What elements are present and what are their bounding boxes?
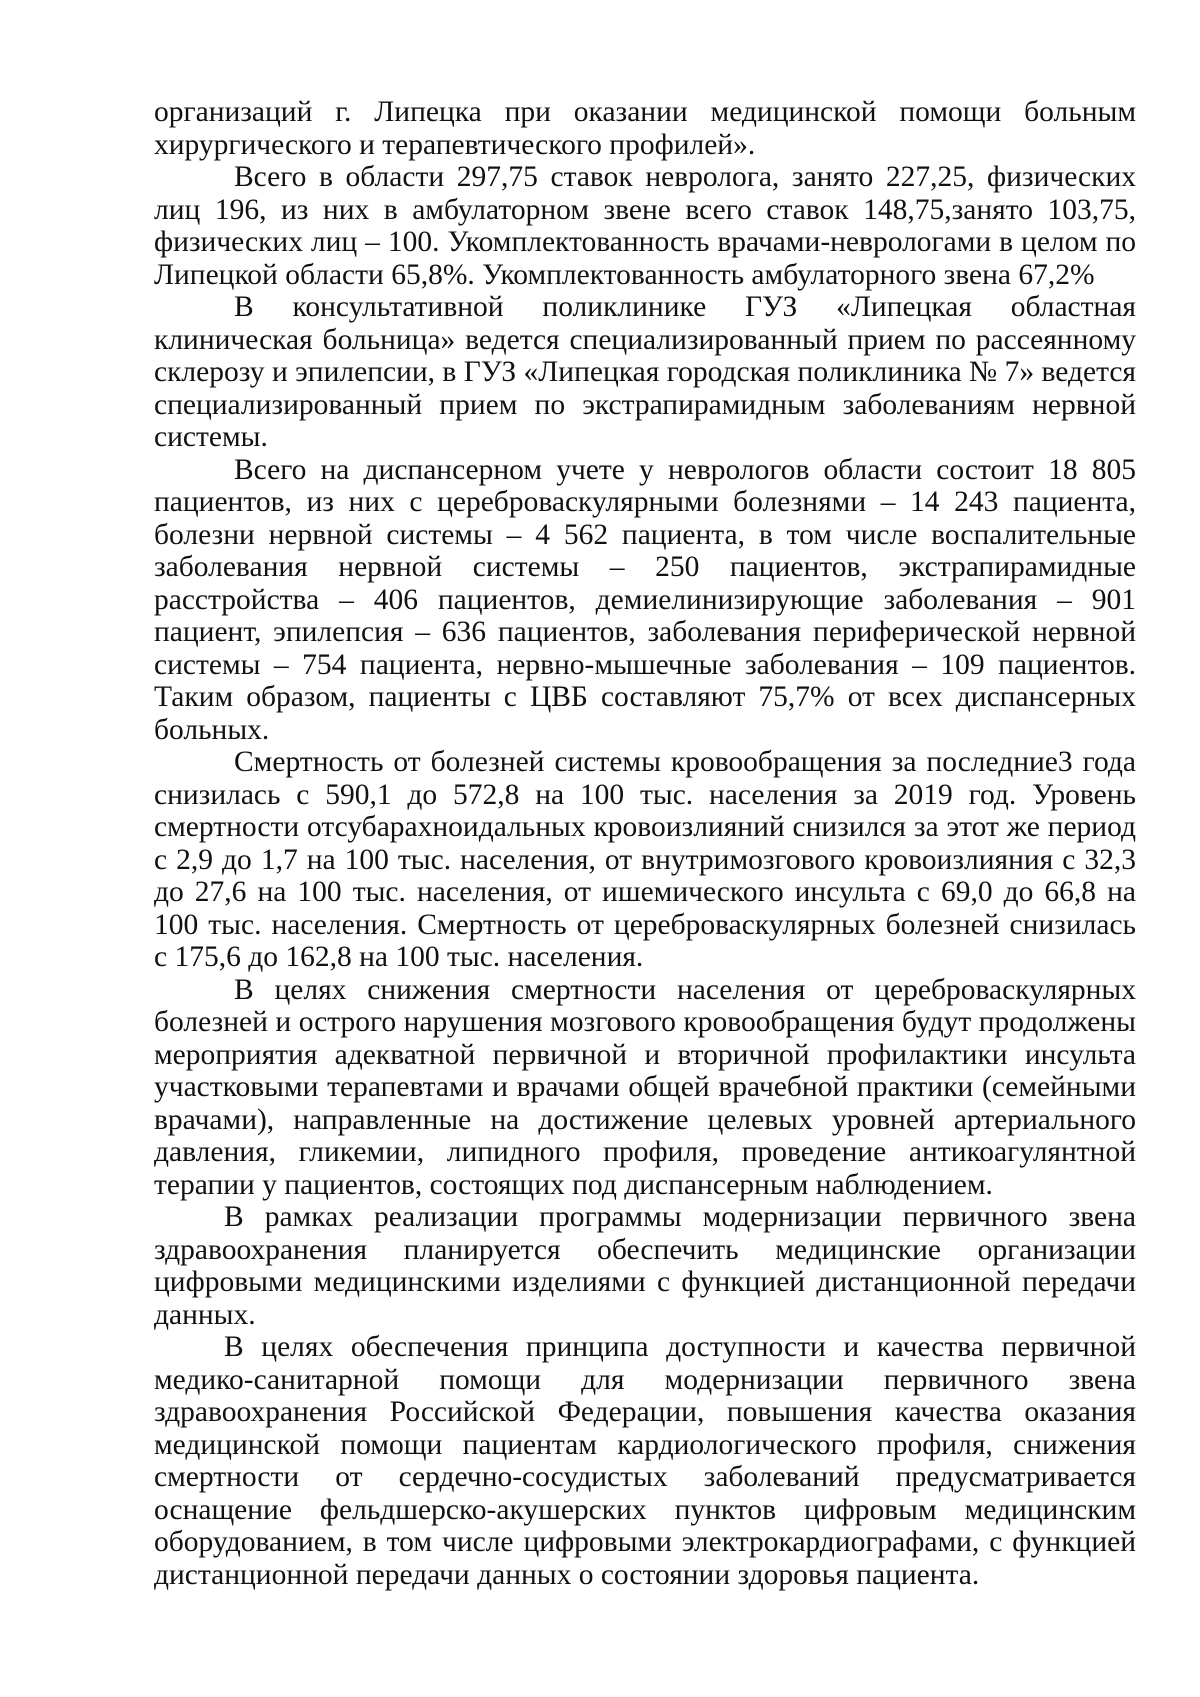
paragraph-mortality-statistics: Смертность от болезней системы кровообращения за последние3 года снизилась с 590,1 до 572,8 на 100 тыс. населения за 2019 год. Уровень смертности отсубарахноидальных кровоизлияний снизился за этот же период с 2,9 до 1,7 на 100 тыс. населения, от внутримозгового кровоизлияния с 32,3 до 27,6 на 100 тыс. населения, от ишемического инсульта с 69,0 до 66,8 на 100 тыс. населения. Смертность от цереброваскулярных болезней снизилась с 175,6 до 162,8 на 100 тыс. населения.: [154, 746, 1136, 973]
paragraph-continuation: организаций г. Липецка при оказании медицинской помощи больным хирургического и терапевтического профилей».: [154, 96, 1136, 161]
paragraph-mortality-reduction-measures: В целях снижения смертности населения от цереброваскулярных болезней и острого нарушения мозгового кровообращения будут продолжены мероприятия адекватной первичной и вторичной профилактики инсульта участковыми терапевтами и врачами общей врачебной практики (семейными врачами), направленные на достижение целевых уровней артериального давления, гликемии, липидного профиля, проведение антикоагулянтной терапии у пациентов, состоящих под диспансерным наблюдением.: [154, 973, 1136, 1201]
paragraph-fap-equipment: В целях обеспечения принципа доступности и качества первичной медико-санитарной помощи для модернизации первичного звена здравоохранения Российской Федерации, повышения качества оказания медицинской помощи пациентам кардиологического профиля, снижения смертности от сердечно-сосудистых заболеваний предусматривается оснащение фельдшерско-акушерских пунктов цифровым медицинским оборудованием, в том числе цифровыми электрокардиографами, с функцией дистанционной передачи данных о состоянии здоровья пациента.: [154, 1331, 1136, 1591]
paragraph-dispensary-registration: Всего на диспансерном учете у неврологов области состоит 18 805 пациентов, из них с цереброваскулярными болезнями – 14 243 пациента, болезни нервной системы – 4 562 пациента, в том числе воспалительные заболевания нервной системы – 250 пациентов, экстрапирамидные расстройства – 406 пациентов, демиелинизирующие заболевания – 901 пациент, эпилепсия – 636 пациентов, заболевания периферической нервной системы – 754 пациента, нервно-мышечные заболевания – 109 пациентов. Таким образом, пациенты с ЦВБ составляют 75,7% от всех диспансерных больных.: [154, 453, 1136, 746]
paragraph-specialized-reception: В консультативной поликлинике ГУЗ «Липецкая областная клиническая больница» ведется специализированный прием по рассеянному склерозу и эпилепсии, в ГУЗ «Липецкая городская поликлиника № 7» ведется специализированный прием по экстрапирамидным заболеваниям нервной системы.: [154, 291, 1136, 453]
paragraph-modernization-program: В рамках реализации программы модернизации первичного звена здравоохранения планируется обеспечить медицинские организации цифровыми медицинскими изделиями с функцией дистанционной передачи данных.: [154, 1201, 1136, 1331]
document-page: [154, 96, 1136, 1591]
paragraph-neurologist-staffing: Всего в области 297,75 ставок невролога, занято 227,25, физических лиц 196, из них в амбулаторном звене всего ставок 148,75,занято 103,75, физических лиц – 100. Укомплектованность врачами-неврологами в целом по Липецкой области 65,8%. Укомплектованность амбулаторного звена 67,2%: [154, 161, 1136, 291]
